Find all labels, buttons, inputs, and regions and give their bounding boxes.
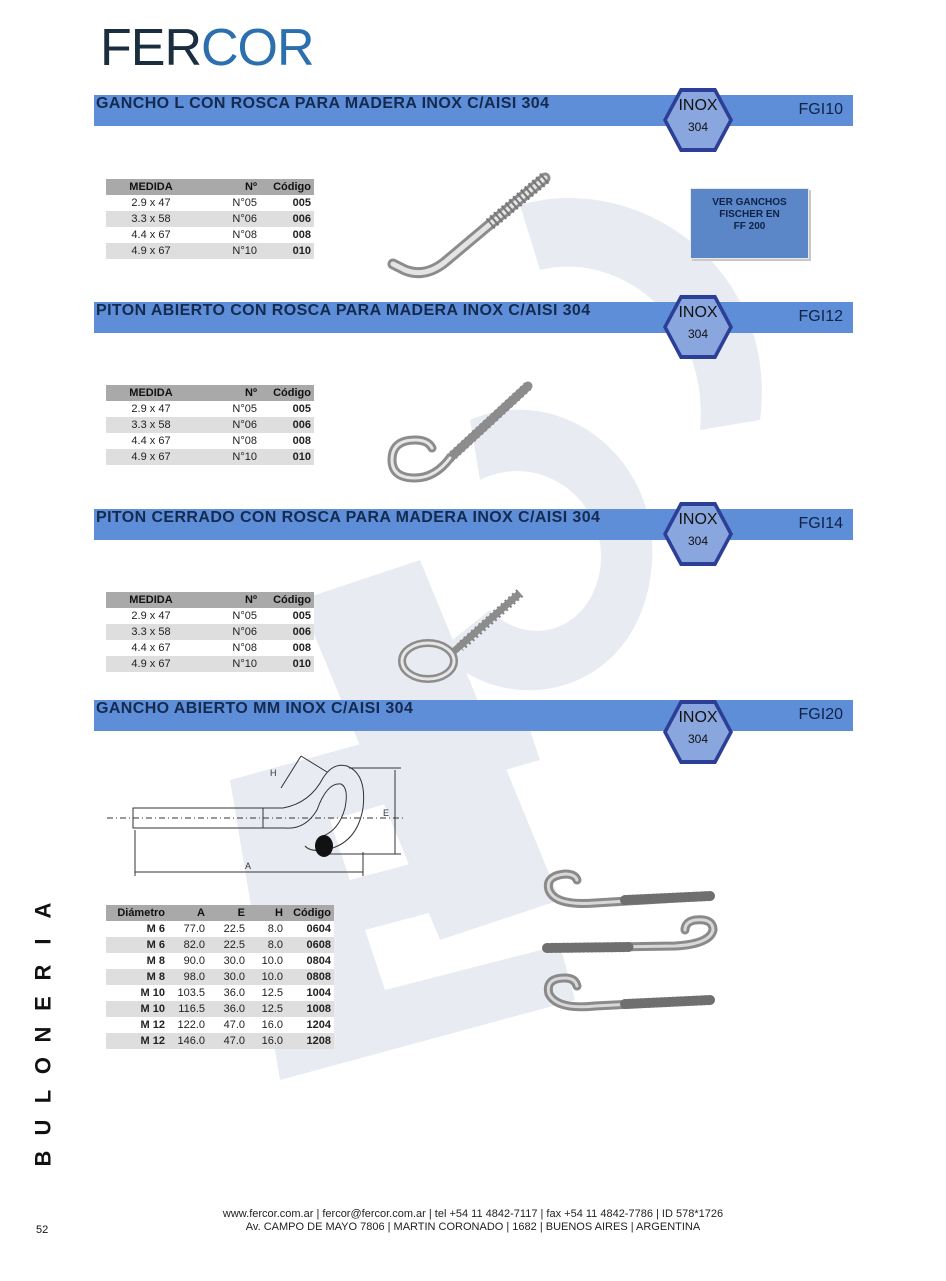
cell: 8.0 [248, 921, 286, 937]
cell: N°06 [196, 624, 260, 640]
col-header: Nº [196, 179, 260, 195]
table-row [106, 985, 334, 1001]
table-row [106, 417, 314, 433]
col-header: E [208, 905, 248, 921]
cell: 22.5 [208, 937, 248, 953]
cell: N°05 [196, 195, 260, 211]
cell: 1208 [286, 1033, 334, 1049]
cell: 116.5 [168, 1001, 208, 1017]
section-header-fgi20 [94, 700, 853, 731]
cell: 1008 [286, 1001, 334, 1017]
note-line1: VER GANCHOS [712, 197, 787, 208]
cell: 22.5 [208, 921, 248, 937]
section-code: FGI12 [798, 308, 843, 325]
cell: N°06 [196, 417, 260, 433]
cell: 36.0 [208, 985, 248, 1001]
section-code: FGI10 [798, 101, 843, 118]
table-row [106, 656, 314, 672]
cell: 008 [260, 640, 314, 656]
cell: 3.3 x 58 [106, 624, 196, 640]
size-table-fgi10 [106, 179, 314, 259]
cell: 005 [260, 401, 314, 417]
cell: 006 [260, 211, 314, 227]
side-letter: A [30, 902, 56, 919]
cell: 4.9 x 67 [106, 656, 196, 672]
table-row [106, 937, 334, 953]
col-header: MEDIDA [106, 179, 196, 195]
cell: 2.9 x 47 [106, 401, 196, 417]
badge-line2: 304 [687, 327, 709, 341]
size-table-fgi14 [106, 592, 314, 672]
cell: 005 [260, 608, 314, 624]
section-header-fgi12 [94, 302, 853, 333]
cell: 010 [260, 656, 314, 672]
cell: 2.9 x 47 [106, 195, 196, 211]
col-header: Código [260, 179, 314, 195]
cell: 12.5 [248, 985, 286, 1001]
cell: 0808 [286, 969, 334, 985]
table-row [106, 401, 314, 417]
cell: 30.0 [208, 969, 248, 985]
side-letter: E [30, 996, 56, 1011]
table-row [106, 953, 334, 969]
fischer-note [690, 188, 809, 259]
cell: 4.9 x 67 [106, 449, 196, 465]
cell: M 12 [106, 1017, 168, 1033]
table-row [106, 921, 334, 937]
table-row [106, 243, 314, 259]
badge-line1: INOX [678, 304, 718, 321]
cell: 146.0 [168, 1033, 208, 1049]
table-row [106, 211, 314, 227]
cell: 82.0 [168, 937, 208, 953]
side-letter: R [30, 964, 56, 981]
table-row [106, 1017, 334, 1033]
col-header: Diámetro [106, 905, 168, 921]
cell: 4.4 x 67 [106, 433, 196, 449]
section-code: FGI20 [798, 706, 843, 723]
cell: 47.0 [208, 1033, 248, 1049]
badge-line1: INOX [678, 511, 718, 528]
cell: N°08 [196, 640, 260, 656]
page-number: 52 [36, 1224, 49, 1236]
cell: 008 [260, 433, 314, 449]
cell: 4.4 x 67 [106, 640, 196, 656]
col-header: MEDIDA [106, 592, 196, 608]
cell: 10.0 [248, 953, 286, 969]
dim-label-a: A [245, 861, 252, 871]
hook-technical-drawing [105, 748, 415, 880]
closed-eye-screw-image [390, 585, 530, 690]
cell: 006 [260, 624, 314, 640]
table-row [106, 624, 314, 640]
cell: N°08 [196, 433, 260, 449]
table-row [106, 195, 314, 211]
section-header-fgi14 [94, 509, 853, 540]
cell: 16.0 [248, 1017, 286, 1033]
footer-contact: www.fercor.com.ar | fercor@fercor.com.ar | tel +54 11 4842-7117 | fax +54 11 4842-7786 | ID 578*1726 [222, 1208, 724, 1220]
cell: M 12 [106, 1033, 168, 1049]
cell: M 10 [106, 1001, 168, 1017]
col-header: A [168, 905, 208, 921]
dim-label-e: E [383, 808, 390, 818]
table-row [106, 449, 314, 465]
badge-line1: INOX [678, 97, 718, 114]
col-header: MEDIDA [106, 385, 196, 401]
cell: N°05 [196, 401, 260, 417]
footer [0, 1208, 946, 1234]
size-table-fgi12 [106, 385, 314, 465]
cell: 47.0 [208, 1017, 248, 1033]
cell: 010 [260, 243, 314, 259]
cell: 2.9 x 47 [106, 608, 196, 624]
col-header: Nº [196, 385, 260, 401]
cell: M 10 [106, 985, 168, 1001]
cell: N°05 [196, 608, 260, 624]
cell: 30.0 [208, 953, 248, 969]
cell: 98.0 [168, 969, 208, 985]
cell: 3.3 x 58 [106, 417, 196, 433]
table-row [106, 969, 334, 985]
col-header: Código [286, 905, 334, 921]
inox-badge [662, 294, 734, 360]
cell: 77.0 [168, 921, 208, 937]
cell: 122.0 [168, 1017, 208, 1033]
cell: 16.0 [248, 1033, 286, 1049]
badge-line2: 304 [687, 732, 709, 746]
cell: 1004 [286, 985, 334, 1001]
table-row [106, 227, 314, 243]
cell: 36.0 [208, 1001, 248, 1017]
side-letter: U [30, 1119, 56, 1136]
open-eye-screw-image [380, 378, 540, 498]
cell: 0604 [286, 921, 334, 937]
section-title: PITON CERRADO CON ROSCA PARA MADERA INOX C/AISI 304 [96, 509, 601, 526]
cell: M 8 [106, 953, 168, 969]
cell: 4.4 x 67 [106, 227, 196, 243]
footer-address: Av. CAMPO DE MAYO 7806 | MARTIN CORONADO | 1682 | BUENOS AIRES | ARGENTINA [245, 1221, 701, 1233]
note-line3: FF 200 [733, 221, 766, 232]
inox-badge [662, 699, 734, 765]
cell: 010 [260, 449, 314, 465]
cell: N°10 [196, 243, 260, 259]
size-table-fgi20 [106, 905, 334, 1049]
cell: 0608 [286, 937, 334, 953]
cell: 4.9 x 67 [106, 243, 196, 259]
section-code: FGI14 [798, 515, 843, 532]
cell: 10.0 [248, 969, 286, 985]
cell: 005 [260, 195, 314, 211]
cell: 103.5 [168, 985, 208, 1001]
cell: 3.3 x 58 [106, 211, 196, 227]
inox-badge [662, 501, 734, 567]
section-title: PITON ABIERTO CON ROSCA PARA MADERA INOX C/AISI 304 [96, 302, 591, 319]
l-hook-screw-image [385, 170, 555, 285]
cell: N°06 [196, 211, 260, 227]
table-row [106, 608, 314, 624]
section-header-fgi10 [94, 95, 853, 126]
section-title: GANCHO L CON ROSCA PARA MADERA INOX C/AISI 304 [96, 95, 550, 112]
cell: 90.0 [168, 953, 208, 969]
cell: 1204 [286, 1017, 334, 1033]
table-row [106, 1033, 334, 1049]
brand-part2: COR [201, 19, 314, 77]
badge-line2: 304 [687, 534, 709, 548]
cell: N°10 [196, 449, 260, 465]
cell: M 6 [106, 921, 168, 937]
cell: 006 [260, 417, 314, 433]
col-header: H [248, 905, 286, 921]
section-title: GANCHO ABIERTO MM INOX C/AISI 304 [96, 700, 414, 717]
cell: 0804 [286, 953, 334, 969]
side-letter: B [30, 1150, 56, 1167]
cell: M 6 [106, 937, 168, 953]
open-hooks-image [535, 868, 725, 1033]
table-row [106, 433, 314, 449]
cell: N°10 [196, 656, 260, 672]
side-letter: N [30, 1026, 56, 1043]
inox-badge [662, 87, 734, 153]
brand-part1: FER [100, 19, 201, 77]
table-row [106, 1001, 334, 1017]
dim-label-h: H [270, 768, 277, 778]
brand-logo [100, 19, 314, 77]
cell: 12.5 [248, 1001, 286, 1017]
col-header: Código [260, 385, 314, 401]
cell: M 8 [106, 969, 168, 985]
badge-line2: 304 [687, 120, 709, 134]
cell: 008 [260, 227, 314, 243]
side-category-label [30, 895, 56, 1174]
badge-line1: INOX [678, 709, 718, 726]
side-letter: I [30, 938, 56, 945]
cell: N°08 [196, 227, 260, 243]
side-letter: L [30, 1089, 56, 1104]
cell: 8.0 [248, 937, 286, 953]
table-row [106, 640, 314, 656]
col-header: Código [260, 592, 314, 608]
side-letter: O [30, 1056, 56, 1075]
note-line2: FISCHER EN [719, 209, 780, 220]
col-header: Nº [196, 592, 260, 608]
